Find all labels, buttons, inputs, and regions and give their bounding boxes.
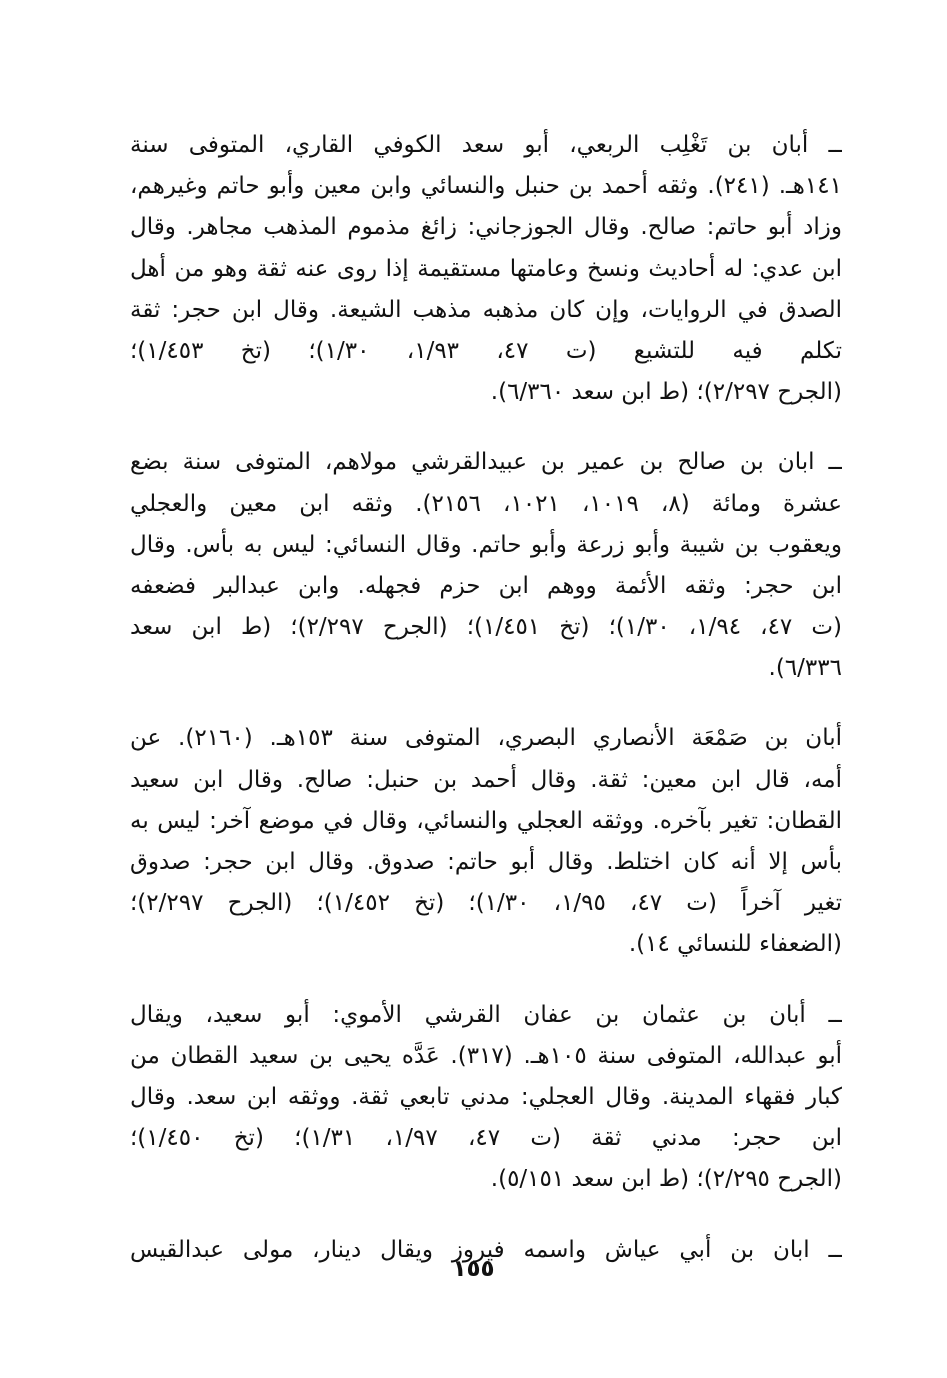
text-line: (الجرح ٢/٢٩٥)؛ (ط ابن سعد ٥/١٥١).	[490, 1166, 842, 1193]
page-body	[130, 125, 842, 1275]
text-line: ــ ابان بن أبي عياش واسمه فيروز ويقال دينار، مولى عبدالقيس	[130, 1236, 842, 1263]
text-line: ٦/٣٣٦).	[768, 655, 842, 682]
text-line: ــ أبان بن تَغْلِب الربعي، أبو سعد الكوفي القاري، المتوفى سنة	[130, 132, 842, 158]
text-line: تغير آخراً (ت ٤٧، ١/٩٥، ١/٣٠)؛ (تخ ١/٤٥٢)؛ (الجرح ٢/٢٩٧)؛	[130, 890, 842, 917]
text-line: وزاد أبو حاتم: صالح. وقال الجوزجاني: زائغ مذموم المذهب مجاهر. وقال	[130, 214, 842, 241]
narrator-entry-aban-ibn-salih	[130, 442, 842, 689]
text-line: بأس إلا أنه كان اختلط. وقال أبو حاتم: صدوق. وقال ابن حجر: صدوق	[130, 849, 842, 875]
text-line: القطان: تغير بآخره. ووثقه العجلي والنسائي، وقال في موضع آخر: ليس به	[130, 807, 842, 834]
text-line: أبو عبدالله، المتوفى سنة ١٠٥هـ. (٣١٧). عَدَّه يحيى بن سعيد القطان من	[130, 1042, 842, 1069]
text-line: ويعقوب بن شيبة وأبو زرعة وأبو حاتم. وقال النسائي: ليس به بأس. وقال	[130, 531, 842, 558]
text-line: ــ أبان بن عثمان بن عفان القرشي الأموي: أبو سعيد، ويقال	[130, 1001, 842, 1028]
text-line: عشرة ومائة (٨، ١٠١٩، ١٠٢١، ٢١٥٦). وثقه ابن معين والعجلي	[130, 490, 842, 517]
text-line: (ت ٤٧، ١/٩٤، ١/٣٠)؛ (تخ ١/٤٥١)؛ (الجرح ٢/٢٩٧)؛ (ط ابن سعد	[130, 614, 842, 641]
text-line: الصدق في الروايات، وإن كان مذهبه مذهب الشيعة. وقال ابن حجر: ثقة	[130, 296, 842, 323]
narrator-entry-aban-ibn-samah	[130, 718, 842, 965]
text-line: كبار فقهاء المدينة. وقال العجلي: مدني تابعي ثقة. ووثقه ابن سعد. وقال	[130, 1083, 842, 1110]
text-line: تكلم فيه للتشيع (ت ٤٧، ١/٩٣، ١/٣٠)؛ (تخ ١/٤٥٣)؛	[130, 337, 842, 364]
text-line: (الجرح ٢/٢٩٧)؛ (ط ابن سعد ٦/٣٦٠).	[490, 379, 842, 406]
text-line: ابن حجر: مدني ثقة (ت ٤٧، ١/٩٧، ١/٣١)؛ (تخ ١/٤٥٠)؛	[130, 1125, 842, 1152]
text-line: أمه، قال ابن معين: ثقة. وقال أحمد بن حنبل: صالح. وقال ابن سعيد	[130, 766, 842, 793]
text-line: (الضعفاء للنسائي ١٤).	[628, 931, 842, 958]
text-line: أبان بن صَمْعَة الأنصاري البصري، المتوفى سنة ١٥٣هـ. (٢١٦٠). عن	[130, 725, 842, 752]
narrator-entry-aban-ibn-taghlib	[130, 125, 842, 413]
text-line: ــ ابان بن صالح بن عمير بن عبيدالقرشي مولاهم، المتوفى سنة بضع	[130, 449, 842, 476]
text-line: ابن عدي: له أحاديث ونسخ وعامتها مستقيمة إذا روى عنه ثقة وهو من أهل	[130, 255, 842, 282]
text-line: ابن حجر: وثقه الأئمة ووهم ابن حزم فجهله. وابن عبدالبر فضعفه	[130, 572, 842, 599]
page-number: ١٥٥	[452, 1256, 495, 1282]
text-line: ١٤١هـ. (٢٤١). وثقه أحمد بن حنبل والنسائي وابن معين وأبو حاتم وغيرهم،	[130, 173, 842, 200]
narrator-entry-aban-ibn-uthman	[130, 995, 842, 1201]
